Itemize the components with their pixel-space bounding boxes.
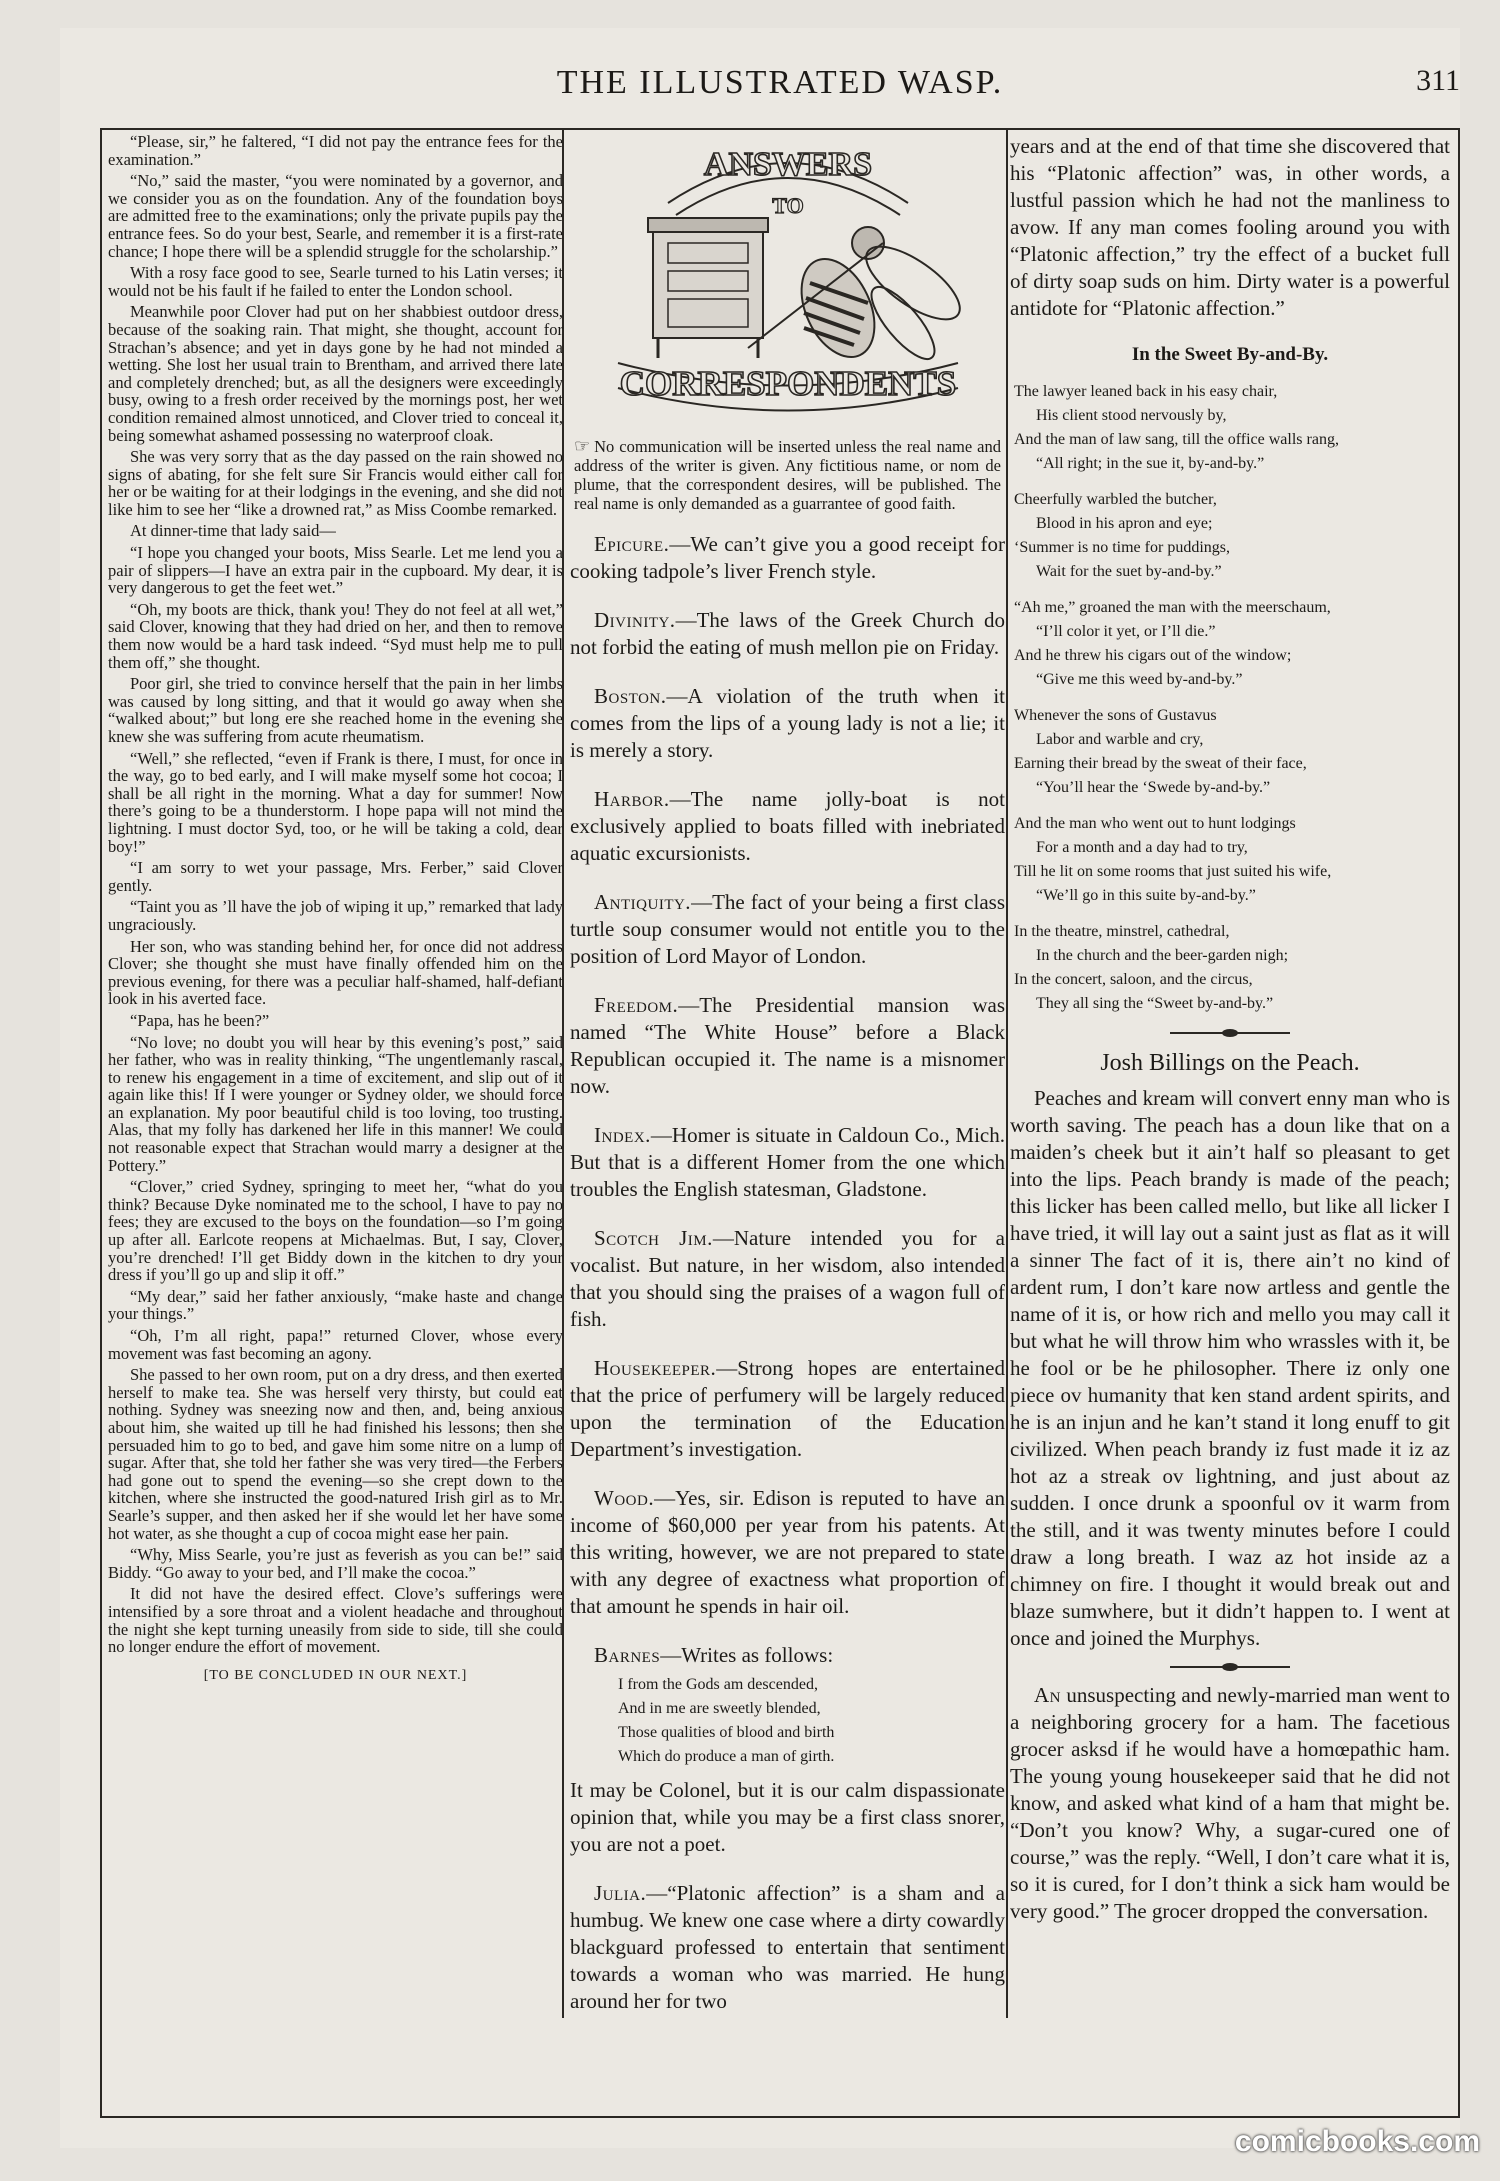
poem-line: “You’ll hear the ‘Swede by-and-by.” xyxy=(1036,779,1271,796)
poem-line: And in me are sweetly blended, xyxy=(618,1700,821,1717)
correspondent-name: Divinity. xyxy=(594,608,676,632)
julia-answer xyxy=(570,1880,1005,2015)
answer-item xyxy=(570,1122,1005,1203)
answer-text: —The laws of the Greek Church do not forbid the eating of mush mellon pie on Friday. xyxy=(570,608,1005,659)
poem-line: And the man of law sang, till the office walls rang, xyxy=(1014,431,1339,448)
answer-text: —Writes as follows: xyxy=(660,1643,834,1667)
barnes-answer xyxy=(570,1642,1005,1669)
story-paragraph: “No,” said the master, “you were nominated by a governor, and we consider you as on the foundation. Any of the foundation boys are admitted free to the examinations; only the private pupils pay the entrance fees. So do your best, Searle, and remember it is a first-rate chance; I hope there will be a splendid struggle for the scholarship.” xyxy=(108,171,563,261)
wasp-desk-illustration xyxy=(598,133,978,433)
poem-stanza xyxy=(1014,704,1450,800)
article-title: Josh Billings on the Peach. xyxy=(1100,1050,1360,1076)
poem-line: ‘Summer is no time for puddings, xyxy=(1014,539,1230,556)
answer-text: —“Platonic affection” is a sham and a humbug. We knew one case where a dirty cowardly blackguard professed to entertain that sentiment towards a woman who was married. He hung around her for two xyxy=(570,1881,1005,2013)
notice-text: No communication will be inserted unless the real name and address of the writer is given. Any fictitious name, or nom de plume, that the correspondent desires, will be published. The real name is only demanded as a guarrantee of good faith. xyxy=(574,437,1001,513)
poem-line: “I’ll color it yet, or I’ll die.” xyxy=(1036,623,1216,640)
answer-item xyxy=(570,531,1005,585)
poem-line: “All right; in the sue it, by-and-by.” xyxy=(1036,455,1265,472)
julia-answer-continued: years and at the end of that time she discovered that his “Platonic affection” was, in other words, a lustful passion which he had not the manliness to avow. If any man comes fooling around you with “Platonic affection,” try the effect of a bucket full of dirty soap suds on him. Dirty water is a powerful antidote for “Platonic affection.” xyxy=(1010,134,1450,320)
story-paragraph: With a rosy face good to see, Searle turned to his Latin verses; it would not be his fault if he failed to enter the London school. xyxy=(108,263,563,300)
story-paragraph: Her son, who was standing behind her, for once did not address Clover; she thought she must have finally offended him on the previous evening, for there was a peculiar half-shamed, half-defiant look in his averted face. xyxy=(108,936,563,1009)
answers-list xyxy=(570,531,1005,1620)
poem-line: Blood in his apron and eye; xyxy=(1036,515,1213,532)
barnes-poem xyxy=(618,1673,1005,1769)
story-paragraph: “Well,” she reflected, “even if Frank is there, I must, for once in the way, go to bed early, and I will make myself some hot cocoa; I shall be all right in the morning. What a day for summer! Now there’s going to be a thunderstorm. I hope papa will not mind the lightning. I must doctor Syd, too, or he will be taking a cold, dear boy!” xyxy=(108,748,563,856)
answer-text: —Homer is situate in Caldoun Co., Mich. But that is a different Homer from the one which troubles the English statesman, Gladstone. xyxy=(570,1123,1005,1201)
answer-text: —We can’t give you a good receipt for cooking tadpole’s liver French style. xyxy=(570,532,1005,583)
poem-stanza xyxy=(1014,488,1450,584)
poem-line: The lawyer leaned back in his easy chair, xyxy=(1014,383,1278,400)
story-paragraphs xyxy=(108,133,563,1656)
story-paragraph: Poor girl, she tried to convince herself that the pain in her limbs was caused by long sitting, and that it would go away when she “walked about;” but long ere she reached home in the evening she knew she was suffering from acute rheumatism. xyxy=(108,674,563,746)
story-paragraph: “Papa, has he been?” xyxy=(130,1010,270,1030)
answer-item xyxy=(570,786,1005,867)
poem-line: Earning their bread by the sweat of their face, xyxy=(1014,755,1307,772)
answers-column xyxy=(570,133,1005,2108)
correspondent-name: Freedom. xyxy=(594,993,679,1017)
story-paragraph: It did not have the desired effect. Clove’s sufferings were intensified by a sore throat and a violent headache and throughout the night she kept turning uneasily from side to side, till she could no longer endure the effort of movement. xyxy=(108,1584,563,1657)
poem-line: Those qualities of blood and birth xyxy=(618,1724,835,1741)
continued-note: [TO BE CONCLUDED IN OUR NEXT.] xyxy=(203,1667,468,1683)
art-title-top: ANSWERS xyxy=(703,146,872,183)
poem-line: Whenever the sons of Gustavus xyxy=(1014,707,1217,724)
section-divider xyxy=(1170,1028,1290,1038)
correspondent-name: Wood. xyxy=(594,1486,655,1510)
poem-stanza xyxy=(1014,812,1450,908)
poem-line: In the theatre, minstrel, cathedral, xyxy=(1014,923,1230,940)
poem-line: “Give me this weed by-and-by.” xyxy=(1036,671,1243,688)
story-paragraph: “Please, sir,” he faltered, “I did not pay the entrance fees for the examination.” xyxy=(108,133,563,169)
newspaper-title: THE ILLUSTRATED WASP. xyxy=(556,64,1004,101)
correspondent-name: Barnes xyxy=(594,1643,661,1667)
poem-line: Wait for the suet by-and-by.” xyxy=(1036,563,1222,580)
art-title-bottom: CORRESPONDENTS xyxy=(619,364,956,403)
poem-line: Which do produce a man of girth. xyxy=(618,1748,835,1765)
correspondent-name: Boston. xyxy=(594,684,667,708)
poem-line: For a month and a day had to try, xyxy=(1036,839,1248,856)
story-paragraph: “I am sorry to wet your passage, Mrs. Ferber,” said Clover gently. xyxy=(108,858,563,895)
answer-text: —A violation of the truth when it comes from the lips of a young lady is not a lie; it is merely a story. xyxy=(570,684,1005,762)
pointing-hand-icon: ☞ xyxy=(574,436,591,456)
miscellany-column xyxy=(1010,133,1450,2108)
correspondent-name: Index. xyxy=(594,1123,651,1147)
answer-item xyxy=(570,607,1005,661)
answer-text: —Nature intended you for a vocalist. But nature, in her wisdom, also intended that you should sing the praises of a wagon full of fish. xyxy=(570,1226,1005,1331)
answer-item xyxy=(570,889,1005,970)
story-paragraph: “Oh, my boots are thick, thank you! They do not feel at all wet,” said Clover, knowing that they had dried on her, and then to remove them now would be a hard task indeed. “Syd must help me to pull them off,” she thought. xyxy=(108,599,563,672)
site-watermark: comicbooks.com xyxy=(1234,2125,1480,2158)
page-sheet xyxy=(60,28,1460,2148)
poem-title: In the Sweet By-and-By. xyxy=(1131,344,1329,365)
poem-stanza xyxy=(1014,596,1450,692)
answer-item xyxy=(570,1355,1005,1463)
poem-line: In the concert, saloon, and the circus, xyxy=(1014,971,1253,988)
story-paragraph: “No love; no doubt you will hear by this evening’s post,” said her father, who was in reality thinking, “The ungentlemanly rascal, to renew his engagement in a time of excitement, and slip out of it again like this! If I were younger or Sydney older, we should force an explanation. My poor beautiful child is too loving, too trusting. Alas, that my folly has darkened her life in this manner! We could not reasonable expect that Strachan would marry a designer at the Pottery.” xyxy=(108,1032,563,1175)
grocer-anecdote xyxy=(1010,1682,1450,1925)
answer-text: —The Presidential mansion was named “The White House” before a Black Republican occupied it. The name is a misnomer now. xyxy=(570,993,1005,1098)
story-paragraph: “Taint you as ’ll have the job of wiping it up,” remarked that lady ungraciously. xyxy=(108,897,563,934)
answers-to-correspondents-illustration xyxy=(598,133,978,433)
story-paragraph: She was very sorry that as the day passed on the rain showed no signs of abating, for she felt sure Sir Francis would either call for her or be waiting for at their lodgings in the evening, and she did not like him to see her “like a drowned rat,” as Miss Coombe remarked. xyxy=(108,447,563,519)
anecdote-text: unsuspecting and newly-married man went to a neighboring grocery for a ham. The facetious grocer asksd if he would have a homœpathic ham. The young young housekeeper said that he did not know, and asked what kind of a ham that might be. “Don’t you know? Why, a sugar-cured one of course,” was the reply. “Well, I don’t care what it is, so it is cured, for I don’t think a sick ham would be very good.” The grocer dropped the conversation. xyxy=(1010,1683,1450,1923)
correspondent-name: Antiquity. xyxy=(594,890,692,914)
poem-line: They all sing the “Sweet by-and-by.” xyxy=(1036,995,1274,1012)
correspondent-name: Housekeeper. xyxy=(594,1356,717,1380)
page-header xyxy=(100,58,1460,118)
poem-line: In the church and the beer-garden nigh; xyxy=(1036,947,1289,964)
story-paragraph: “Oh, I’m all right, papa!” returned Clover, whose every movement was fast becoming an agony. xyxy=(108,1326,563,1363)
correspondent-name: Harbor. xyxy=(594,787,670,811)
poem-line: “Ah me,” groaned the man with the meerschaum, xyxy=(1014,599,1331,616)
poem-line: I from the Gods am descended, xyxy=(618,1676,818,1693)
page-number: 311 xyxy=(1416,64,1460,97)
answer-item xyxy=(570,683,1005,764)
correspondent-name: Scotch Jim. xyxy=(594,1226,713,1250)
answer-item xyxy=(570,1225,1005,1333)
story-paragraph: “Why, Miss Searle, you’re just as feverish as you can be!” said Biddy. “Go away to your bed, and I’ll make the cocoa.” xyxy=(108,1545,563,1582)
story-paragraph: “I hope you changed your boots, Miss Searle. Let me lend you a pair of slippers—I have an extra pair in the cupboard. My dear, it is very dangerous to get the feet wet.” xyxy=(108,543,563,598)
josh-billings-text: Peaches and kream will convert enny man who is worth saving. The peach has a doun like that on a maiden’s cheek but it ain’t half so pleasant to get into the lips. Peach brandy is made of the peach; this licker has been called mello, but like all licker I have tried, it will lay out a saint just as flat as it will a sinner The fact of it is, there ain’t no kind of ardent rum, I don’t kare now artless and gentle the name of it is, or how rich and mello you may call it but what he will throw him who wrassles with it, be he fool or be he philosopher. There iz only one piece ov humanity that ken stand ardent spirits, and he is an injun and he kan’t stand it long enuff to git civilized. When peach brandy iz fust made it iz az hot az a streak ov lightning, and just about az sudden. I once drunk a spoonful ov it warm from the still, and it was twenty minutes before I could draw a long breath. I waz az hot inside az a chimney on fire. I thought it would break out and blaze sumwhere, but it didn’t happen to. I went at once and joined the Murphys. xyxy=(1010,1086,1450,1650)
story-paragraph: At dinner-time that lady said— xyxy=(130,521,336,541)
poem-line: His client stood nervously by, xyxy=(1036,407,1227,424)
poem-line: And he threw his cigars out of the window; xyxy=(1014,647,1292,664)
answer-item xyxy=(570,992,1005,1100)
answer-item xyxy=(570,1485,1005,1620)
story-paragraph: “My dear,” said her father anxiously, “make haste and change your things.” xyxy=(108,1286,563,1324)
poem-line: Labor and warble and cry, xyxy=(1036,731,1204,748)
story-column xyxy=(108,133,563,2108)
poem-stanza xyxy=(1014,380,1450,476)
answer-text: —The fact of your being a first class turtle soup consumer would not entitle you to the position of Lord Mayor of London. xyxy=(570,890,1005,968)
story-paragraph: “Clover,” cried Sydney, springing to meet her, “what do you think? Because Dyke nominated me to the school, I have to pay no fees; they are excused to the boys on the foundation—so I’m going up after all. Earlcote reopens at Michaelmas. But, I say, Clover, you’re drenched! I’ll get Biddy down in the kitchen to dry your dress if you’ll go up and slip it off.” xyxy=(108,1177,563,1285)
lead-word: An xyxy=(1034,1683,1061,1707)
story-paragraph: She passed to her own room, put on a dry dress, and then exerted herself to make tea. She was herself very thirsty, but could eat nothing. Sydney was sneezing now and then, and, being anxious about him, she waited up till he had finished his lessons; then she persuaded him to go to bed, and gave him some nitre on a lump of sugar. After that, she told her father she was very tired—the Ferbers had gone out to spend the evening—so she crept down to the kitchen, where she instructed the good-natured Irish girl as to Mr. Searle’s supper, and then asked her if she would let her have some hot water, as she thought a cup of cocoa might ease her pain. xyxy=(108,1365,563,1543)
poem-verses xyxy=(1010,380,1450,1016)
correspondent-name: Julia. xyxy=(594,1881,647,1905)
editorial-notice xyxy=(574,437,1001,513)
answer-text: —Yes, sir. Edison is reputed to have an income of $60,000 per year from his patents. At this writing, however, we are not prepared to state with any degree of exactness what proportion of that amount he spends in hair oil. xyxy=(570,1486,1005,1618)
barnes-reply: It may be Colonel, but it is our calm dispassionate opinion that, while you may be a first class snorer, you are not a poet. xyxy=(570,1778,1005,1856)
column-rule xyxy=(1006,128,1008,2018)
story-paragraph: Meanwhile poor Clover had put on her shabbiest outdoor dress, because of the soaking rain. That might, she thought, account for Strachan’s absence; and yet in days gone by he had not minded a wetting. She lost her usual train to Brentham, and arrived there late and completely drenched; but, as all the designers were exceedingly busy, owing to a fresh order received by the mornings post, her wet condition remained almost unnoticed, and Clover tried to conceal it, being somewhat ashamed possessing no waterproof cloak. xyxy=(108,302,563,445)
poem-line: Cheerfully warbled the butcher, xyxy=(1014,491,1217,508)
poem-line: And the man who went out to hunt lodgings xyxy=(1014,815,1296,832)
answer-text: —The name jolly-boat is not exclusively applied to boats filled with inebriated aquatic excursionists. xyxy=(570,787,1005,865)
answer-text: —Strong hopes are entertained that the price of perfumery will be largely reduced upon the termination of the Education Department’s investigation. xyxy=(570,1356,1005,1461)
poem-stanza xyxy=(1014,920,1450,1016)
poem-line: Till he lit on some rooms that just suited his wife, xyxy=(1014,863,1332,880)
correspondent-name: Epicure. xyxy=(594,532,670,556)
section-divider xyxy=(1170,1662,1290,1672)
poem-line: “We’ll go in this suite by-and-by.” xyxy=(1036,887,1256,904)
art-title-mid: TO xyxy=(771,193,804,218)
